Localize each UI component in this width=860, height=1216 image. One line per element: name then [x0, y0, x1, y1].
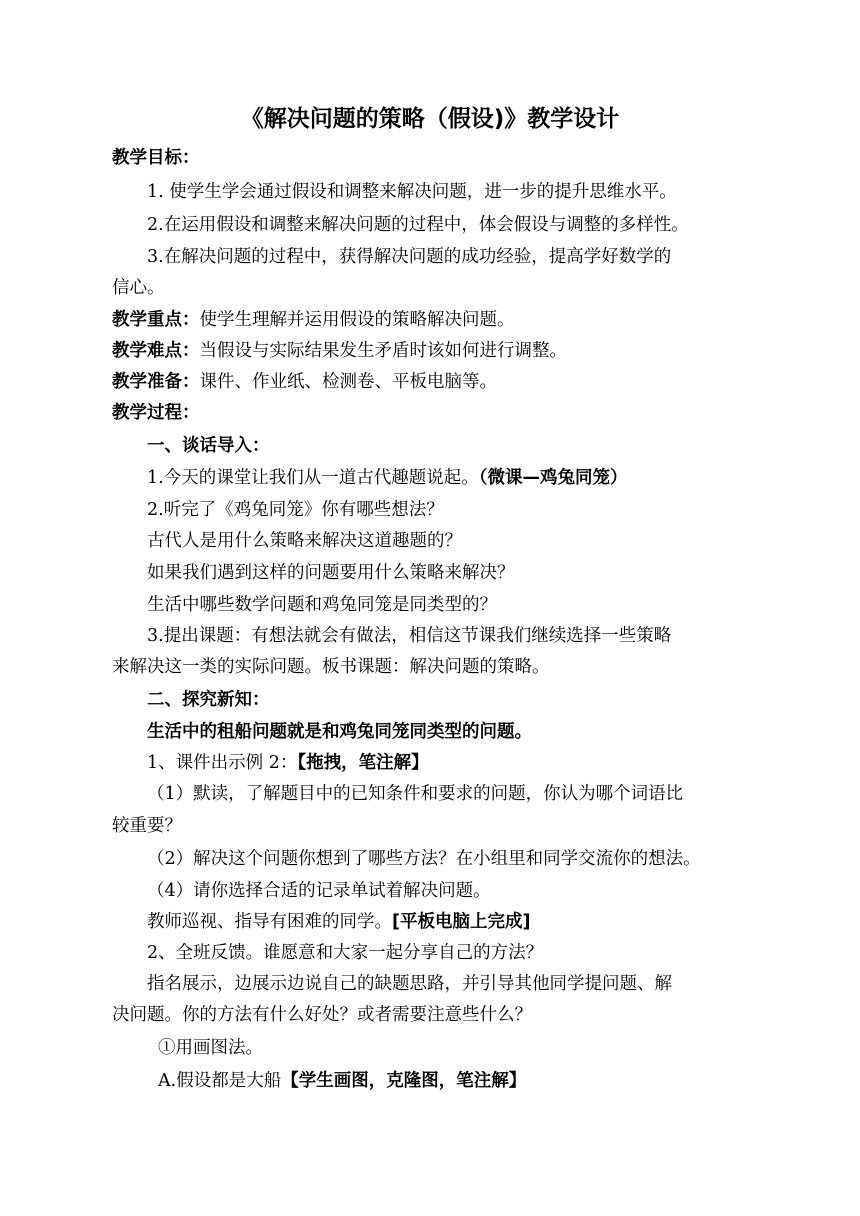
question-2: （2）解决这个问题你想到了哪些方法？在小组里和同学交流你的想法。	[147, 849, 701, 869]
section1-line5: 生活中哪些数学问题和鸡兔同笼是同类型的？	[147, 595, 497, 615]
preparation-label: 教学准备：	[112, 372, 200, 392]
section2-item1	[147, 748, 429, 778]
difficult-point-text: 当假设与实际结果发生矛盾时该如何进行调整。	[199, 341, 567, 361]
key-point-text: 使学生理解并运用假设的策略解决问题。	[199, 310, 515, 330]
preparation	[112, 367, 497, 397]
show-line-2: 决问题。你的方法有什么好处？或者需要注意些什么？	[112, 1005, 532, 1025]
assume-big-boats-text: A.假设都是大船	[158, 1071, 282, 1091]
objective-3-continued: 信心。	[112, 278, 165, 298]
objectives-heading: 教学目标：	[112, 148, 200, 168]
assume-big-boats	[158, 1066, 526, 1096]
section1-line6: 3.提出课题：有想法就会有做法，相信这节课我们继续选择一些策略	[147, 626, 672, 646]
objective-3: 3.在解决问题的过程中，获得解决问题的成功经验，提高学好数学的	[147, 247, 672, 267]
document-title: 《解决问题的策略（假设)》教学设计	[240, 106, 620, 132]
section1-line1	[147, 463, 627, 493]
section1-line1-text: 1.今天的课堂让我们从一道古代趣题说起。	[147, 468, 479, 488]
assume-big-boats-note: 【学生画图，克隆图，笔注解】	[281, 1071, 527, 1091]
process-heading: 教学过程：	[112, 403, 200, 423]
section2-item2: 2、全班反馈。谁愿意和大家一起分享自己的方法？	[147, 943, 544, 963]
micro-lesson-note: （微课—鸡兔同笼）	[478, 468, 628, 488]
key-point	[112, 305, 515, 335]
objective-1: 1. 使学生学会通过假设和调整来解决问题，进一步的提升思维水平。	[147, 182, 677, 202]
section1-line4: 如果我们遇到这样的问题要用什么策略来解决？	[147, 563, 515, 583]
question-1-continued: 较重要？	[112, 816, 182, 836]
teacher-tour-text: 教师巡视、指导有困难的同学。	[147, 912, 392, 932]
question-1: （1）默读，了解题目中的已知条件和要求的问题，你认为哪个词语比	[147, 784, 684, 804]
section1-line3: 古代人是用什么策略来解决这道趣题的？	[147, 531, 462, 551]
key-point-label: 教学重点：	[112, 310, 200, 330]
teacher-tour	[147, 907, 531, 937]
objective-2: 2.在运用假设和调整来解决问题的过程中，体会假设与调整的多样性。	[147, 215, 689, 235]
section2-item1-text: 1、课件出示例 2：	[147, 753, 298, 773]
section1-line7: 来解决这一类的实际问题。板书课题：解决问题的策略。	[112, 657, 550, 677]
difficult-point	[112, 336, 567, 366]
section1-heading: 一、谈话导入：	[147, 436, 270, 456]
section2-intro: 生活中的租船问题就是和鸡兔同笼同类型的问题。	[147, 722, 532, 742]
method-drawing: ①用画图法。	[158, 1038, 263, 1058]
section2-item1-note: 【拖拽，笔注解】	[297, 753, 429, 773]
preparation-text: 课件、作业纸、检测卷、平板电脑等。	[199, 372, 497, 392]
show-line-1: 指名展示，边展示边说自己的缺题思路，并引导其他同学提问题、解	[147, 974, 672, 994]
section1-line2: 2.听完了《鸡兔同笼》你有哪些想法？	[147, 500, 444, 520]
difficult-point-label: 教学难点：	[112, 341, 200, 361]
tablet-note: [平板电脑上完成]	[392, 912, 531, 932]
section2-heading: 二、探究新知：	[147, 690, 270, 710]
question-4: （4）请你选择合适的记录单试着解决问题。	[147, 881, 491, 901]
